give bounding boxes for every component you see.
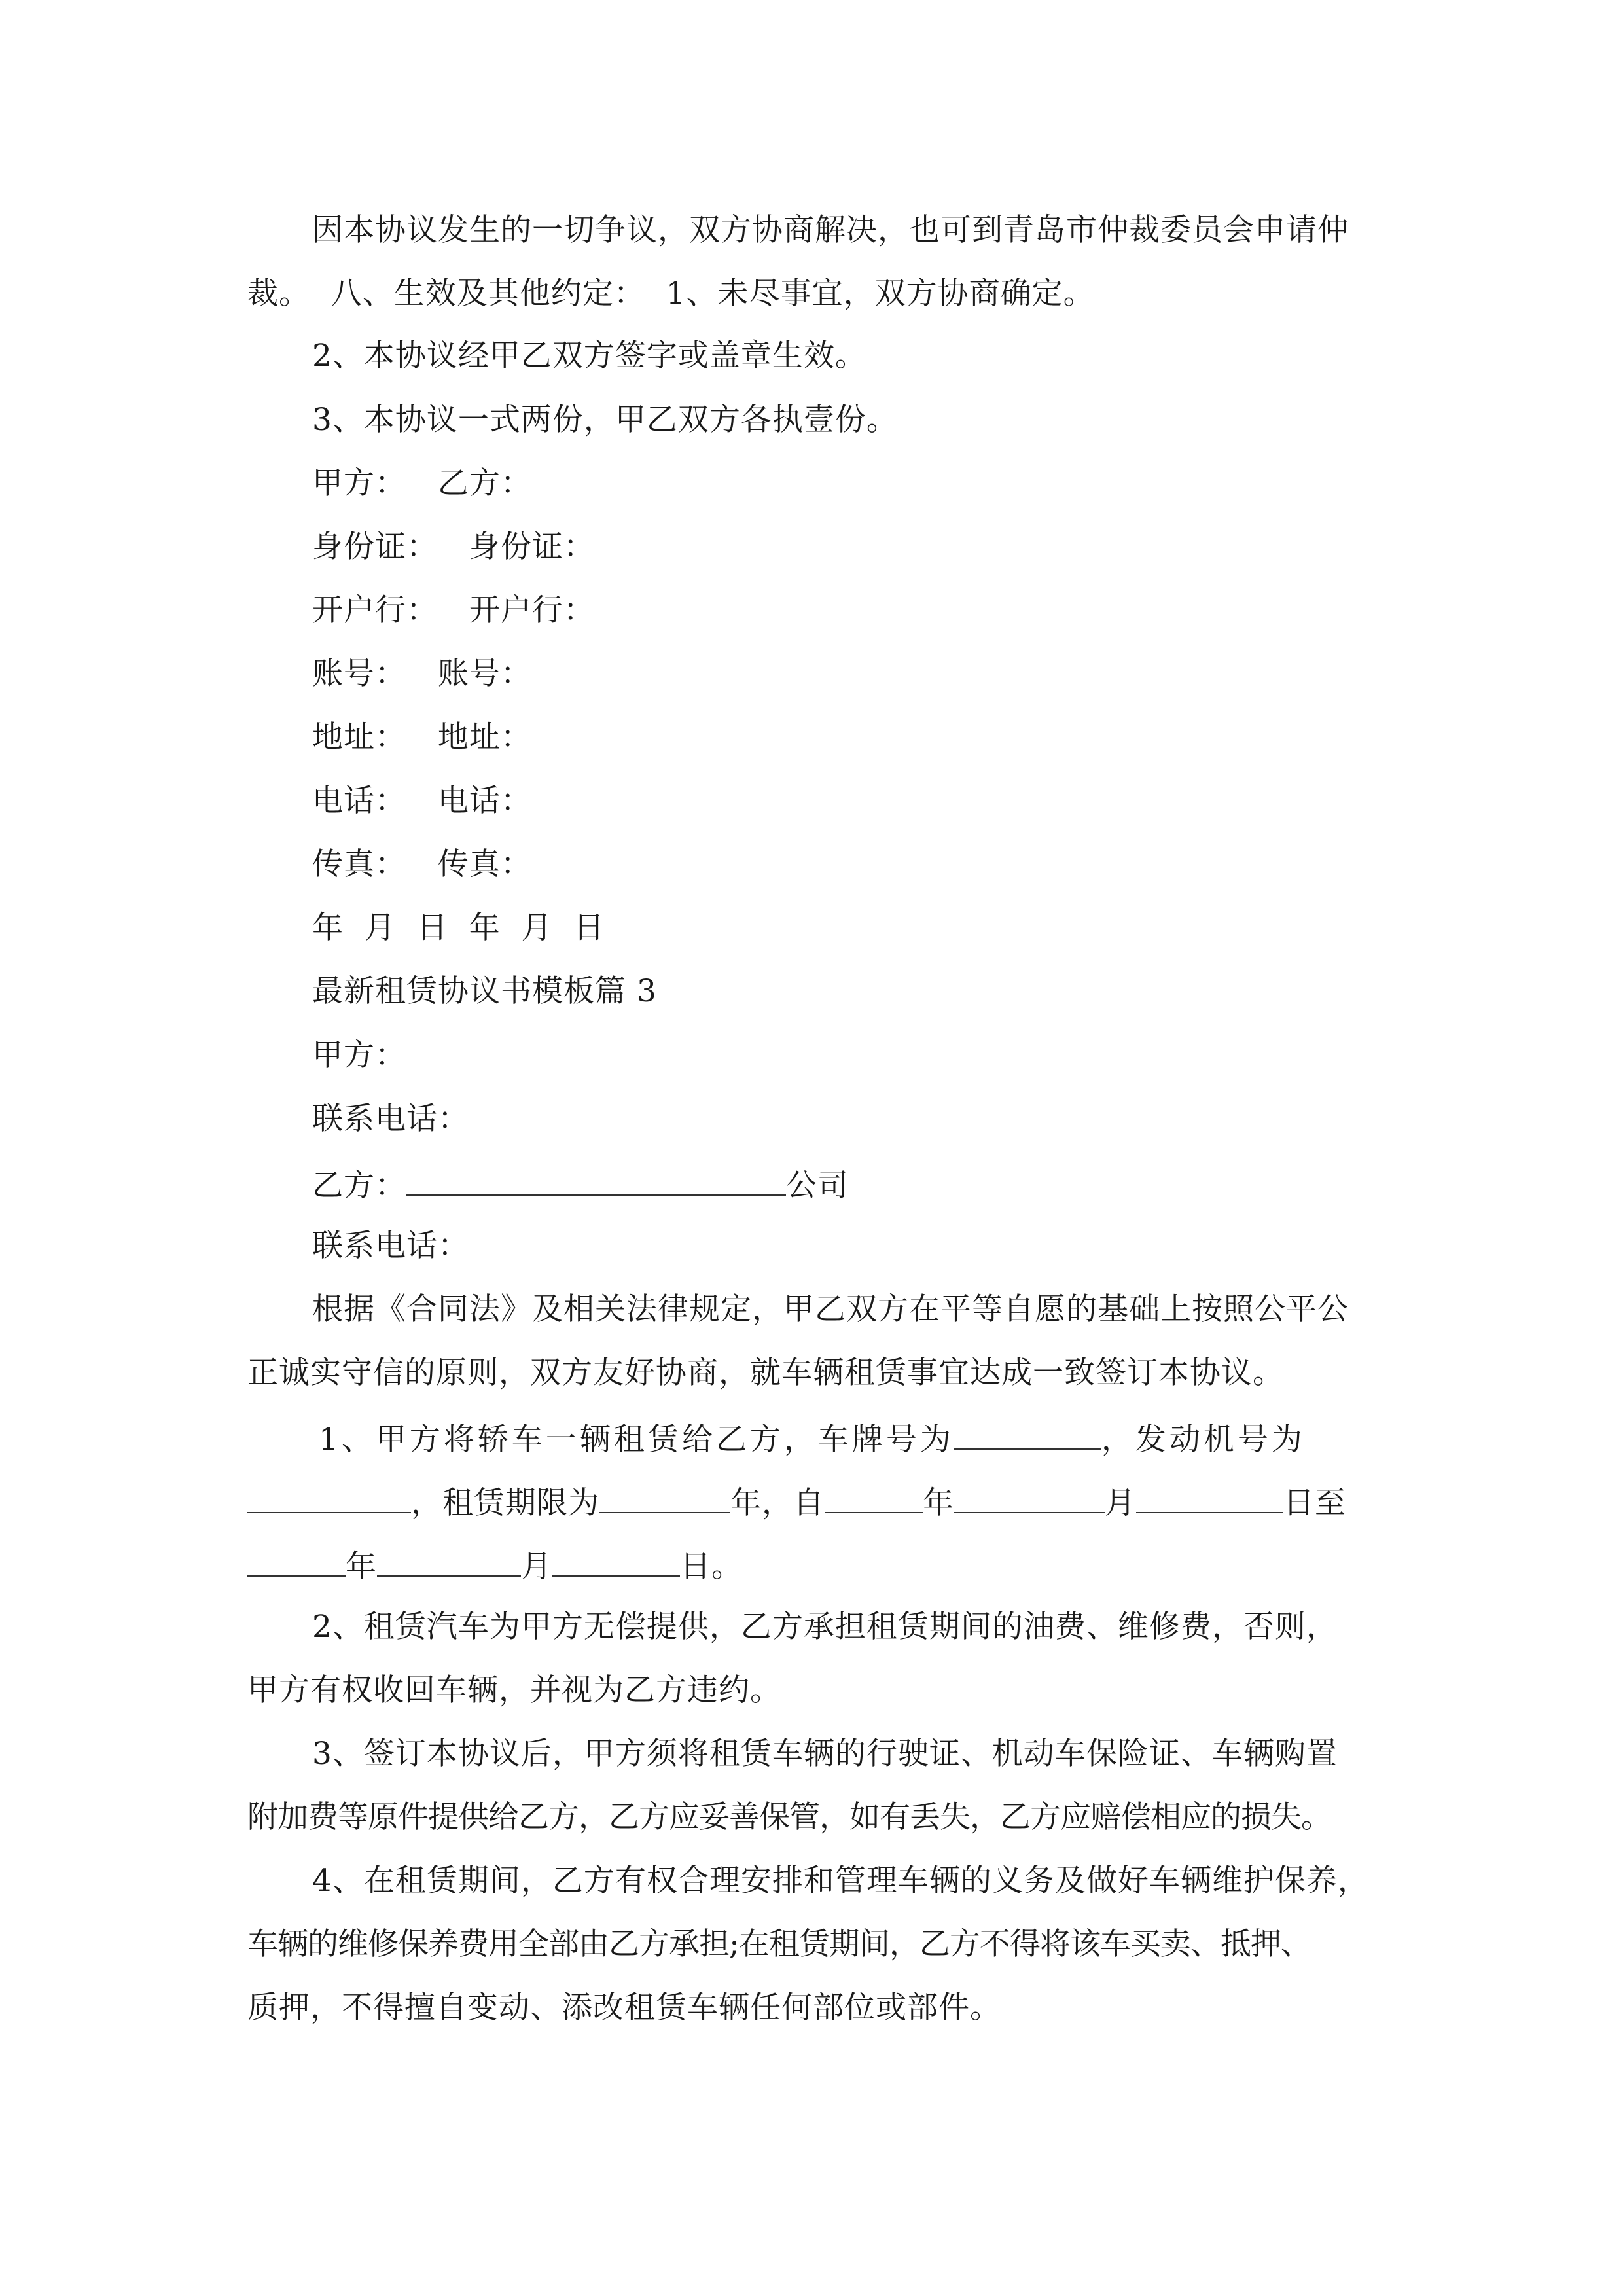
signature-party-line: 甲方： 乙方： — [312, 465, 532, 501]
signature-bank-line: 开户行： 开户行： — [312, 592, 595, 628]
signature-id-line: 身份证： 身份证： — [312, 529, 595, 565]
paragraph-line: 2、租赁汽车为甲方无偿提供，乙方承担租赁期间的油费、维修费，否则， — [312, 1609, 1338, 1645]
paragraph-line: 质押，不得擅自变动、添改租赁车辆任何部位或部件。 — [247, 1990, 1001, 2026]
clause-text: ，租赁期限为 — [411, 1485, 599, 1521]
paragraph-line: 4、在租赁期间，乙方有权合理安排和管理车辆的义务及做好车辆维护保养， — [312, 1863, 1369, 1899]
party-b-company-blank — [406, 1163, 786, 1196]
paragraph-line: 车辆的维修保养费用全部由乙方承担;在租赁期间，乙方不得将该车买卖、抵押、 — [247, 1926, 1311, 1962]
clause-1-line-2 — [247, 1480, 1346, 1523]
paragraph-line: 3、签订本协议后，甲方须将租赁车辆的行驶证、机动车保险证、车辆购置 — [312, 1736, 1338, 1772]
paragraph-line: 3、本协议一式两份，甲乙双方各执壹份。 — [312, 402, 898, 438]
paragraph-line: 根据《合同法》及相关法律规定，甲乙双方在平等自愿的基础上按照公平公 — [312, 1291, 1349, 1327]
party-b-phone-line: 联系电话： — [312, 1228, 469, 1264]
clause-text: ，发动机号为 — [1101, 1422, 1306, 1458]
clause-text: 月 — [1105, 1485, 1136, 1521]
signature-address-line: 地址： 地址： — [312, 719, 532, 755]
signature-date-line: 年 月 日 年 月 日 — [312, 910, 605, 946]
paragraph-line: 裁。 八、生效及其他约定： 1、未尽事宜，双方协商确定。 — [247, 276, 1095, 312]
section-title: 最新租赁协议书模板篇 3 — [312, 973, 657, 1009]
start-month-blank — [954, 1480, 1105, 1513]
clause-text: 1、甲方将轿车一辆租赁给乙方，车牌号为 — [319, 1422, 954, 1458]
start-day-blank — [1136, 1480, 1283, 1513]
clause-text: 年，自 — [730, 1485, 825, 1521]
start-year-blank — [825, 1480, 923, 1513]
paragraph-line: 正诚实守信的原则，双方友好协商，就车辆租赁事宜达成一致签订本协议。 — [247, 1355, 1284, 1391]
clause-1-line-3 — [247, 1544, 743, 1587]
paragraph-line: 2、本协议经甲乙双方签字或盖章生效。 — [312, 338, 866, 374]
clause-text: 年 — [346, 1549, 377, 1585]
signature-fax-line: 传真： 传真： — [312, 846, 532, 882]
lease-term-blank — [599, 1480, 730, 1513]
party-a-line: 甲方： — [312, 1037, 406, 1073]
end-month-blank — [377, 1544, 521, 1577]
clause-text: 日至 — [1283, 1485, 1346, 1521]
signature-account-line: 账号： 账号： — [312, 656, 532, 692]
party-b-company-suffix: 公司 — [786, 1168, 849, 1204]
clause-1-line-1 — [319, 1417, 1306, 1460]
party-a-phone-line: 联系电话： — [312, 1101, 469, 1137]
plate-number-blank — [954, 1417, 1101, 1450]
signature-phone-line: 电话： 电话： — [312, 783, 532, 819]
clause-text: 日。 — [680, 1549, 743, 1585]
party-b-line — [312, 1163, 849, 1206]
clause-text: 月 — [521, 1549, 552, 1585]
party-b-label: 乙方： — [312, 1168, 406, 1204]
paragraph-line: 因本协议发生的一切争议，双方协商解决，也可到青岛市仲裁委员会申请仲 — [312, 212, 1349, 248]
clause-text: 年 — [923, 1485, 954, 1521]
paragraph-line: 甲方有权收回车辆，并视为乙方违约。 — [247, 1672, 781, 1708]
end-day-blank — [552, 1544, 680, 1577]
paragraph-line: 附加费等原件提供给乙方，乙方应妥善保管，如有丢失，乙方应赔偿相应的损失。 — [247, 1799, 1331, 1835]
engine-number-blank — [247, 1480, 411, 1513]
end-year-blank — [247, 1544, 346, 1577]
